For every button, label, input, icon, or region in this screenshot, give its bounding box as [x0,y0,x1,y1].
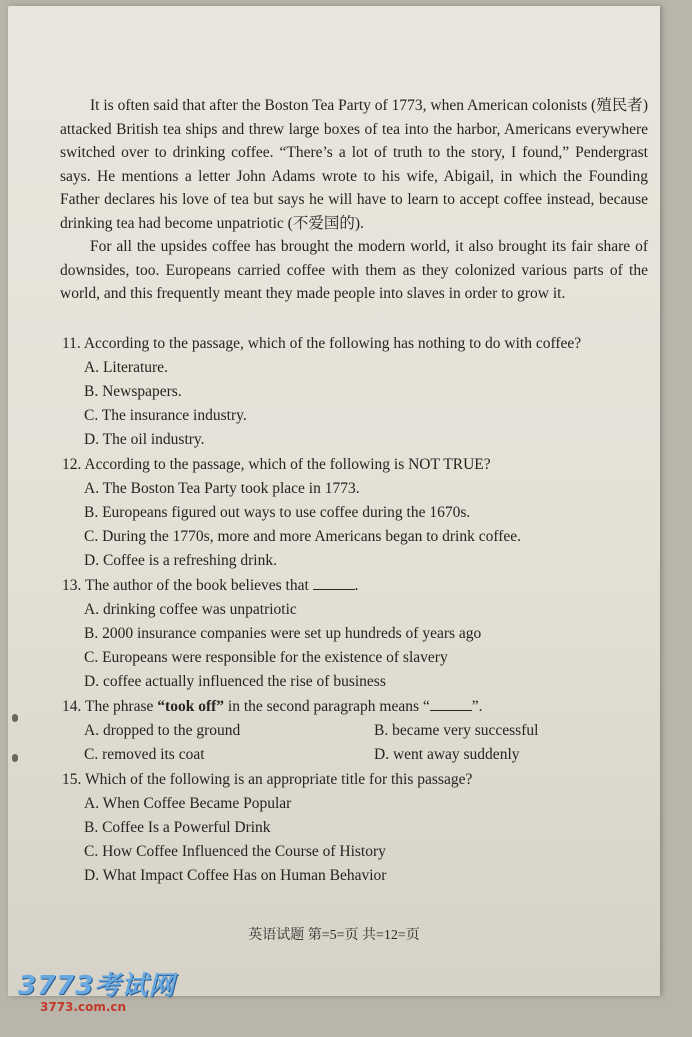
binding-hole-mark [12,754,18,762]
option-a[interactable]: A. When Coffee Became Popular [84,795,292,812]
stem-text: 13. The author of the book believes that [62,577,309,594]
question-stem: 15. Which of the following is an appropriate title for this passage? [62,771,473,788]
reading-passage [60,94,648,306]
stem-text-middle: in the second paragraph means “ [227,698,430,715]
option-c[interactable]: C. How Coffee Influenced the Course of History [84,843,386,860]
question-stem: 12. According to the passage, which of the following is NOT TRUE? [62,456,491,473]
page-footer: 英语试题 第=5=页 共=12=页 [248,928,420,943]
option-c[interactable]: C. Europeans were responsible for the existence of slavery [84,649,448,666]
option-d[interactable]: D. What Impact Coffee Has on Human Behavior [84,867,387,884]
stem-end: ”. [471,698,483,715]
option-a[interactable]: A. dropped to the ground [84,722,241,739]
passage-paragraph-1: It is often said that after the Boston Tea Party of 1773, when American colonists (殖民者) attacked British tea ships and threw large boxes of tea into the harbor, Americans everywhere switched over to drinking coffee. “There’s a lot of truth to the story, I found,” Pendergrast says. He mentions a letter John Adams wrote to his wife, Abigail, in which the Founding Father declares his love of tea but says he will have to learn to accept coffee instead, because drinking tea had become unpatriotic (不爱国的). [60,97,648,232]
option-b[interactable]: B. Newspapers. [84,383,182,400]
question-options [84,477,642,573]
option-d[interactable]: D. went away suddenly [374,746,520,763]
exam-paper-page [8,6,660,996]
option-a[interactable]: A. The Boston Tea Party took place in 1773. [84,480,360,497]
option-d[interactable]: D. Coffee is a refreshing drink. [84,552,277,569]
option-c[interactable]: C. removed its coat [84,746,205,763]
stem-end: . [354,577,359,594]
option-c[interactable]: C. During the 1770s, more and more Americans began to drink coffee. [84,528,522,545]
answer-blank[interactable] [430,696,472,711]
binding-hole-mark [12,714,18,722]
option-a[interactable]: A. Literature. [84,359,168,376]
watermark-url: 3773.com.cn [40,1000,127,1014]
option-d[interactable]: D. The oil industry. [84,431,205,448]
option-c[interactable]: C. The insurance industry. [84,407,247,424]
question-12 [62,453,642,573]
answer-blank[interactable] [313,575,355,590]
option-a[interactable]: A. drinking coffee was unpatriotic [84,601,297,618]
question-14 [62,695,642,767]
question-13 [62,574,642,694]
option-b[interactable]: B. Coffee Is a Powerful Drink [84,819,271,836]
question-15 [62,768,642,888]
stem-text: 14. The phrase [62,698,154,715]
passage-paragraph-2: For all the upsides coffee has brought the modern world, it also brought its fair share of downsides, too. Europeans carried coffee with them as they colonized various parts of the world, and this frequently meant they made people into slaves in order to grow it. [60,238,648,302]
question-list [62,332,642,889]
question-options [84,792,642,888]
question-11 [62,332,642,452]
site-watermark-logo [18,972,188,1022]
question-options [84,356,642,452]
watermark-title: 3773考试网 [18,971,176,1001]
question-stem: 11. According to the passage, which of the following has nothing to do with coffee? [62,335,582,352]
question-options [84,719,642,767]
option-b[interactable]: B. 2000 insurance companies were set up hundreds of years ago [84,625,482,642]
question-options [84,598,642,694]
option-b[interactable]: B. became very successful [374,722,539,739]
option-b[interactable]: B. Europeans figured out ways to use coffee during the 1670s. [84,504,471,521]
question-stem [62,695,642,719]
question-stem [62,574,642,598]
stem-phrase: “took off” [157,698,225,715]
option-d[interactable]: D. coffee actually influenced the rise of business [84,673,386,690]
